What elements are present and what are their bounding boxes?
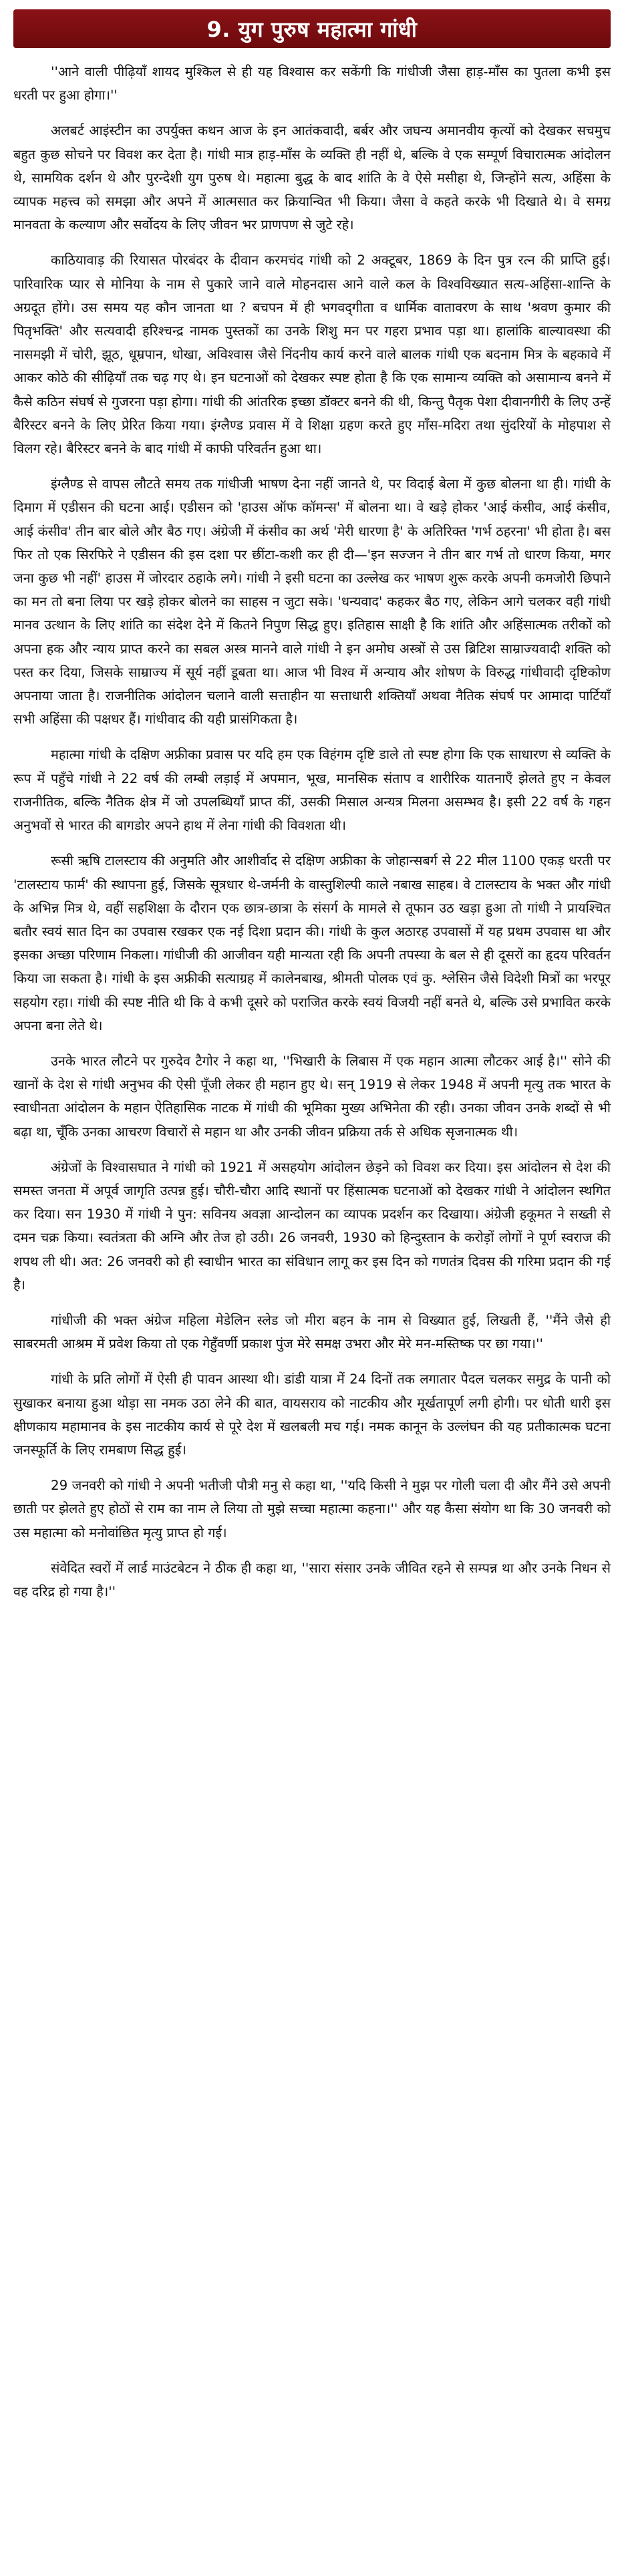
paragraph-intro: अलबर्ट आइंस्टीन का उपर्युक्त कथन आज के इन आतंकवादी, बर्बर और जघन्य अमानवीय कृत्यों को देखकर सचमुच बहुत कुछ सोचने पर विवश कर देता है। गांधी मात्र हाड़-माँस के व्यक्ति ही नहीं थे, बल्कि वे एक सम्पूर्ण विचारात्मक आंदोलन थे, सामयिक दर्शन थे और पुरन्देशी युग पुरुष थे। महात्मा बुद्ध के बाद शांति के वे ऐसे मसीहा थे, जिन्होंने सत्य, अहिंसा के व्यापक महत्त्व को समझा और अपने में आत्मसात कर क्रियान्वित भी किया। जैसा वे कहते करके भी दिखाते थे। वे समग्र मानवता के कल्याण और सर्वोदय के लिए जीवन भर प्राणपण से जुटे रहे। xyxy=(13,123,611,233)
paragraph-mira-behn: गांधीजी की भक्त अंग्रेज महिला मेडेलिन स्लेड जो मीरा बहन के नाम से विख्यात हुई, लिखती हैं, ''मैंने जैसे ही साबरमती आश्रम में प्रवेश किया तो एक गेहुँवर्णी प्रकाश पुंज मेरे समक्ष उभरा और मेरे मन-मस्तिष्क पर छा गया।'' xyxy=(13,1312,611,1352)
article-body xyxy=(13,48,611,1603)
paragraph-south-africa: महात्मा गांधी के दक्षिण अफ्रीका प्रवास पर यदि हम एक विहंगम दृष्टि डाले तो स्पष्ट होगा कि एक साधारण से व्यक्ति के रूप में पहुँचे गांधी ने 22 वर्ष की लम्बी लड़ाई में अपमान, भूख, मानसिक संताप व शारीरिक यातनाएँ झेलते हुए न केवल राजनीतिक, बल्कि नैतिक क्षेत्र में जो उपलब्धियाँ प्राप्त कीं, उसकी मिसाल अन्यत्र मिलना असम्भव है। इसी 22 वर्ष के गहन अनुभवों से भारत की बागडोर अपने हाथ में लेना गांधी की विवशता थी। xyxy=(13,747,611,834)
document-page xyxy=(0,9,624,2576)
paragraph-non-cooperation: अंग्रेजों के विश्वासघात ने गांधी को 1921 में असहयोग आंदोलन छेड़ने को विवश कर दिया। इस आंदोलन से देश की समस्त जनता में अपूर्व जागृति उत्पन्न हुई। चौरी-चौरा आदि स्थानों पर हिंसात्मक घटनाओं को देखकर गांधी ने आंदोलन स्थगित कर दिया। सन 1930 में गांधी ने पुन: सविनय अवज्ञा आन्दोलन का व्यापक प्रदर्शन कर दिखाया। अंग्रेजी हकूमत ने सख्ती से दमन चक्र किया। स्वतंत्रता की अग्नि और तेज हो उठी। 26 जनवरी, 1930 को हिन्दुस्तान के करोड़ों लोगों ने पूर्ण स्वराज की शपथ ली थी। अत: 26 जनवरी को ही स्वाधीन भारत का संविधान लागू कर इस दिन को गणतंत्र दिवस की गरिमा प्रदान की गई है। xyxy=(13,1159,611,1293)
chapter-title-banner xyxy=(13,9,611,48)
paragraph-quote-einstein: ''आने वाली पीढ़ियाँ शायद मुश्किल से ही यह विश्वास कर सकेंगी कि गांधीजी जैसा हाड़-माँस का पुतला कभी इस धरती पर हुआ होगा।'' xyxy=(13,64,611,104)
chapter-title: 9. युग पुरुष महात्मा गांधी xyxy=(206,16,418,42)
paragraph-last-words: 29 जनवरी को गांधी ने अपनी भतीजी पौत्री मनु से कहा था, ''यदि किसी ने मुझ पर गोली चला दी और मैंने उसे अपनी छाती पर झेलते हुए होठों से राम का नाम ले लिया तो मुझे सच्चा महात्मा कहना।'' और यह कैसा संयोग था कि 30 जनवरी को उस महात्मा को मनोवांछित मृत्यु प्राप्त हो गई। xyxy=(13,1478,611,1541)
paragraph-dandi-march: गांधी के प्रति लोगों में ऐसी ही पावन आस्था थी। डांडी यात्रा में 24 दिनों तक लगातार पैदल चलकर समुद्र के पानी को सुखाकर बनाया हुआ थोड़ा सा नमक उठा लेने की बात, वायसराय को नाटकीय और मूर्खतापूर्ण लगी होगी। पर धोती धारी इस क्षीणकाय महामानव के इस नाटकीय कार्य से पूरे देश में खलबली मच गई। नमक कानून के उल्लंघन की यह प्रतीकात्मक घटना जनस्फूर्ति के लिए रामबाण सिद्ध हुई। xyxy=(13,1372,611,1458)
paragraph-return-india: उनके भारत लौटने पर गुरुदेव टैगोर ने कहा था, ''भिखारी के लिबास में एक महान आत्मा लौटकर आई है।'' सोने की खानों के देश से गांधी अनुभव की ऐसी पूँजी लेकर ही महान हुए थे। सन् 1919 से लेकर 1948 में अपनी मृत्यु तक भारत के स्वाधीनता आंदोलन के महान ऐतिहासिक नाटक में गांधी की भूमिका मुख्य अभिनेता की रही। उनका जीवन उनके शब्दों से भी बढ़ा था, चूँकि उनका आचरण विचारों से महान था और उनकी जीवन प्रक्रिया तर्क से अधिक सृजनात्मक थी। xyxy=(13,1053,611,1140)
paragraph-childhood: काठियावाड़ की रियासत पोरबंदर के दीवान करमचंद गांधी को 2 अक्टूबर, 1869 के दिन पुत्र रत्न की प्राप्ति हुई। पारिवारिक प्यार से मोनिया के नाम से पुकारे जाने वाले मोहनदास आने वाले कल के विश्वविख्यात सत्य-अहिंसा-शान्ति के अग्रदूत होंगे। उस समय यह कौन जानता था ? बचपन में ही भगवद्‌गीता व धार्मिक वातावरण के साथ 'श्रवण कुमार की पितृभक्ति' और सत्यवादी हरिश्चन्द्र नामक पुस्तकों का उनके शिशु मन पर गहरा प्रभाव पड़ा था। हालांकि बाल्यावस्था की नासमझी में चोरी, झूठ, धूम्रपान, धोखा, अविश्वास जैसे निंदनीय कार्य करने वाले बालक गांधी एक बदनाम मित्र के बहकावे में आकर कोठे की सीढ़ियाँ तक चढ़ गए थे। इन घटनाओं को देखकर स्पष्ट होता है कि एक सामान्य व्यक्ति को असामान्य बनने में कैसे कठिन संघर्ष से गुजरना पड़ा होगा। गांधी की आंतरिक इच्छा डॉक्टर बनने की थी, किन्तु पैतृक पेशा दीवानगीरी के लिए उन्हें बैरिस्टर बनने के लिए प्रेरित किया गया। इंग्लैण्ड प्रवास में वे शिक्षा ग्रहण करते हुए माँस-मदिरा तथा सुंदरियों के मोहपाश से विलग रहे। बैरिस्टर बनने के बाद गांधी में काफी परिवर्तन हुआ था। xyxy=(13,253,611,457)
paragraph-tolstoy-farm: रूसी ऋषि टालस्टाय की अनुमति और आशीर्वाद से दक्षिण अफ्रीका के जोहान्सबर्ग से 22 मील 1100 एकड़ धरती पर 'टालस्टाय फार्म' की स्थापना हुई, जिसके सूत्रधार थे-जर्मनी के वास्तुशिल्पी काले नबाख साहब। वे टालस्टाय के भक्त और गांधी के अभिन्न मित्र थे, वहीं सहशिक्षा के दौरान एक छात्र-छात्रा के संसर्ग के मामले से तूफान उठ खड़ा हुआ तो गांधी ने प्रायश्चित बतौर स्वयं सात दिन का उपवास रखकर एक नई दिशा प्रदान की। गांधी के कुल अठारह उपवासों में यह प्रथम उपवास था और इसका अच्छा परिणाम निकला। गांधीजी की आजीवन यही मान्यता रही कि अपनी तपस्या के बल से ही दूसरों का हृदय परिवर्तन किया जा सकता है। गांधी के इस अफ्रीकी सत्याग्रह में कालेनबाख, श्रीमती पोलक एवं कु. श्लेसिन जैसे विदेशी मित्रों का भरपूर सहयोग रहा। गांधी की स्पष्ट नीति थी कि वे कभी दूसरे को पराजित करके स्वयं विजयी नहीं बनते थे, बल्कि उसे प्रभावित करके अपना बना लेते थे। xyxy=(13,853,611,1033)
paragraph-mountbatten: संवेदित स्वरों में लार्ड माउंटबेटन ने ठीक ही कहा था, ''सारा संसार उनके जीवित रहने से सम्पन्न था और उनके निधन से वह दरिद्र हो गया है।'' xyxy=(13,1560,611,1599)
paragraph-england: इंग्लैण्ड से वापस लौटते समय तक गांधीजी भाषण देना नहीं जानते थे, पर विदाई बेला में कुछ बोलना था ही। गांधी के दिमाग में एडीसन की घटना आई। एडीसन को 'हाउस ऑफ कॉमन्स' में बोलना था। वे खड़े होकर 'आई कंसीव, आई कंसीव, आई कंसीव' तीन बार बोले और बैठ गए। अंग्रेजी में कंसीव का अर्थ 'मेरी धारणा है' के अतिरिक्त 'गर्भ ठहरना' भी होता है। बस फिर तो एक सिरफिरे ने एडीसन की इस दशा पर छींटा-कशी कर ही दी—'इन सज्जन ने तीन बार गर्भ तो धारण किया, मगर जना कुछ भी नहीं' हाउस में जोरदार ठहाके लगे। गांधी ने इसी घटना का उल्लेख कर भाषण शुरू करके अपनी कमजोरी छिपाने का मन तो बना लिया पर खड़े होकर बोलने का साहस न जुटा सके। 'धन्यवाद' कहकर बैठ गए, लेकिन आगे चलकर वही गांधी मानव उत्थान के लिए शांति का संदेश देने में कितने निपुण सिद्ध हुए। इतिहास साक्षी है कि शांति और अहिंसात्मक तरीकों को अपना हक और न्याय प्राप्त करने का सबल अस्त्र मानने वाले गांधी ने इन अमोघ अस्त्रों से उस ब्रिटिश साम्राज्यवादी शक्ति को पस्त कर दिया, जिसके साम्राज्य में सूर्य नहीं डूबता था। आज भी विश्व में अन्याय और शोषण के विरुद्ध गांधीवादी दृष्टिकोण अपनाया जाता है। राजनीतिक आंदोलन चलाने वाली सत्ताहीन या सत्ताधारी शक्तियाँ अथवा नैतिक संघर्ष पर आमादा पार्टियाँ सभी अहिंसा की पक्षधर हैं। गांधीवाद की यही प्रासंगिकता है। xyxy=(13,476,611,728)
